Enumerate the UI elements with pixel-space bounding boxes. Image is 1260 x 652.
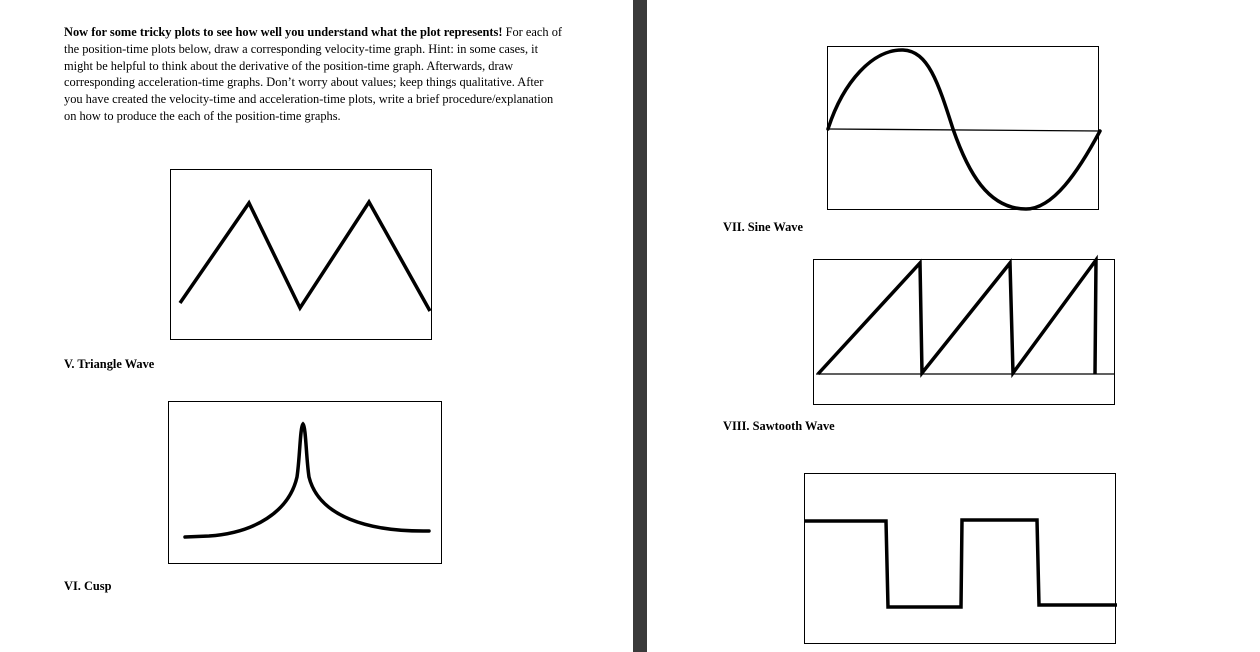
square-wave-graphic bbox=[805, 474, 1117, 645]
instructions-paragraph bbox=[64, 24, 564, 125]
sawtooth-wave-plot bbox=[813, 259, 1115, 405]
instructions-text: For each of the position-time plots below, draw a corresponding velocity-time graph. Hint: in some cases, it might be helpful to think about the derivative of the position-time graph. Afterwards, draw corresponding acceleration-time graphs. Don’t worry about values; keep things qualitative. After you have created the velocity-time and acceleration-time plots, write a brief procedure/explanation on how to produce the each of the position-time graphs. bbox=[64, 25, 563, 123]
cusp-plot bbox=[168, 401, 442, 564]
square-wave-curve bbox=[805, 520, 1117, 607]
sawtooth-wave-caption: VIII. Sawtooth Wave bbox=[723, 419, 835, 433]
page-spine bbox=[633, 0, 647, 652]
triangle-wave-caption: V. Triangle Wave bbox=[64, 357, 155, 371]
right-page bbox=[647, 0, 1260, 652]
cusp-graphic bbox=[169, 402, 443, 565]
triangle-wave-curve bbox=[180, 202, 430, 311]
sine-wave-graphic bbox=[828, 47, 1100, 211]
triangle-wave-plot bbox=[170, 169, 432, 340]
triangle-wave-graphic bbox=[171, 170, 433, 341]
sawtooth-wave-curve bbox=[818, 260, 1096, 374]
square-wave-plot bbox=[804, 473, 1116, 644]
sine-wave-axis bbox=[828, 129, 1100, 131]
cusp-curve bbox=[185, 424, 429, 537]
sawtooth-wave-graphic bbox=[814, 260, 1116, 406]
instructions-bold-lead: Now for some tricky plots to see how well you understand what the plot represents! bbox=[64, 25, 503, 39]
sine-wave-plot bbox=[827, 46, 1099, 210]
sine-wave-caption: VII. Sine Wave bbox=[723, 220, 803, 234]
cusp-caption: VI. Cusp bbox=[64, 579, 112, 593]
